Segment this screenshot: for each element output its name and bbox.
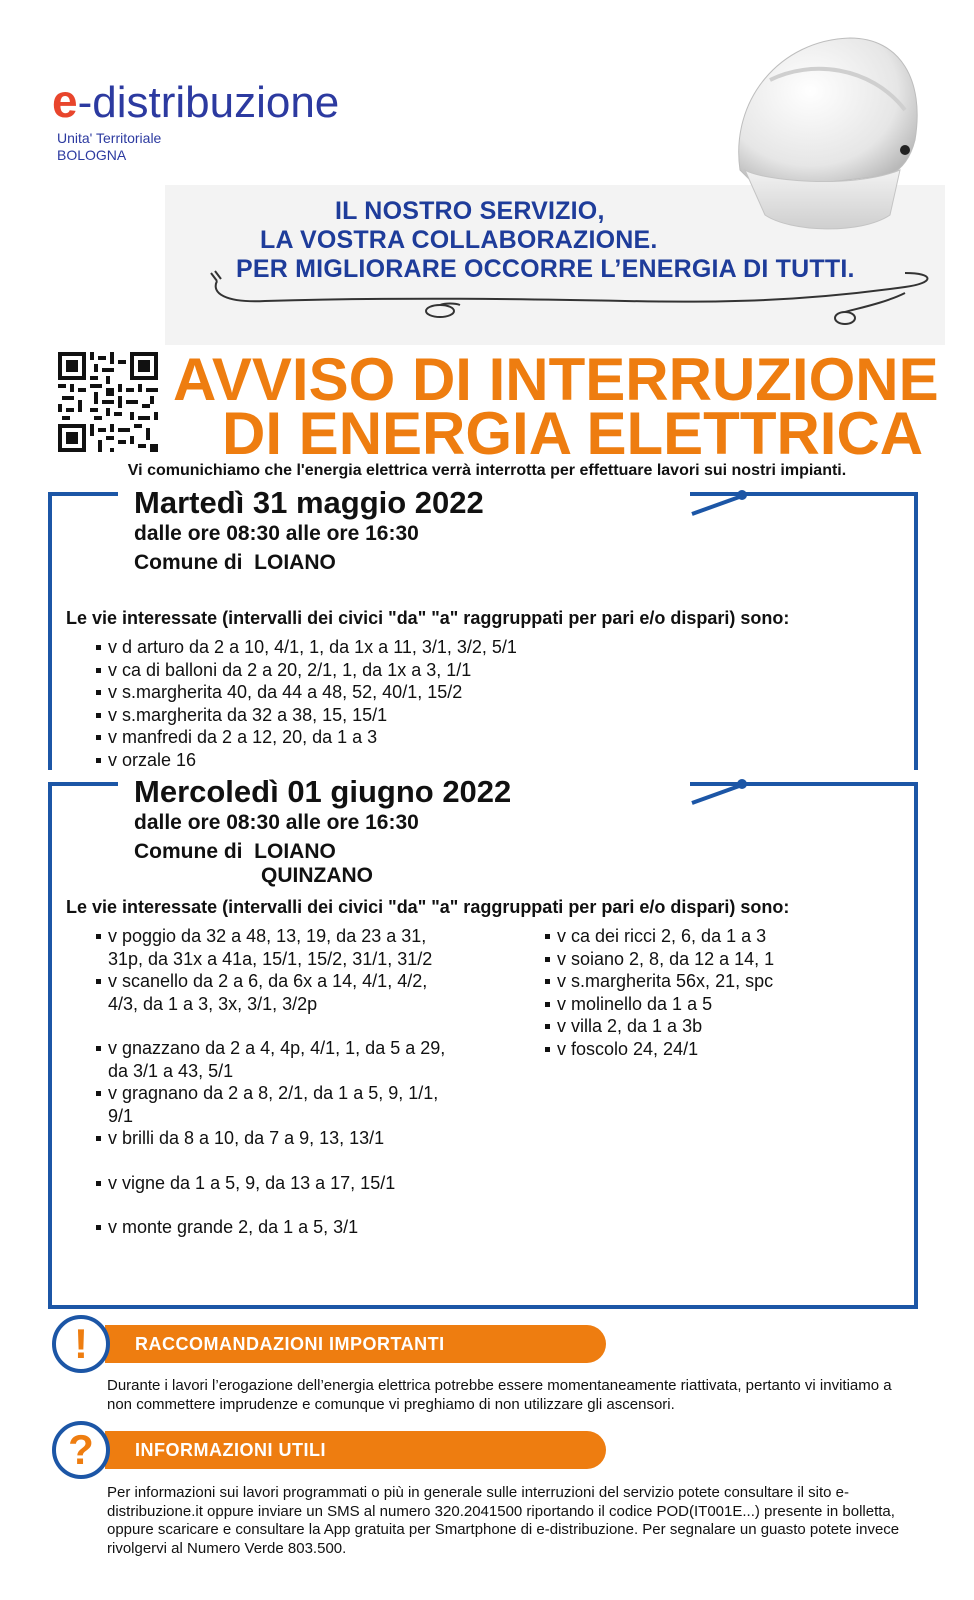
informazioni-bar: INFORMAZIONI UTILI xyxy=(105,1431,606,1469)
notice-2-comune xyxy=(134,840,336,864)
logo-e: e xyxy=(52,75,78,127)
notice-1-date: Martedì 31 maggio 2022 xyxy=(134,485,484,520)
list-item: v poggio da 32 a 48, 13, 19, da 23 a 31, 31p, da 31x a 41a, 15/1, 15/2, 31/1, 31/2 xyxy=(96,925,456,970)
comune-name: LOIANO xyxy=(254,840,336,863)
notice-2-hours: dalle ore 08:30 alle ore 16:30 xyxy=(134,811,419,834)
comune-label: Comune di xyxy=(134,551,243,574)
raccomandazioni-bar: RACCOMANDAZIONI IMPORTANTI xyxy=(105,1325,606,1363)
list-item: v s.margherita da 32 a 38, 15, 15/1 xyxy=(96,704,696,727)
notice-2-street-list-right xyxy=(545,925,885,1060)
title-line-2: DI ENERGIA ELETTRICA xyxy=(222,400,924,467)
unit-line-2: BOLOGNA xyxy=(57,147,127,163)
logo xyxy=(52,74,339,128)
unit-line-1: Unita' Territoriale xyxy=(57,130,162,146)
territorial-unit xyxy=(57,130,161,164)
frame-accent-1 xyxy=(690,488,750,518)
notice-1-street-list xyxy=(96,636,696,771)
qr-code xyxy=(58,352,158,452)
list-item: v ca di balloni da 2 a 20, 2/1, 1, da 1x a 3, 1/1 xyxy=(96,659,696,682)
notice-1-streets-heading: Le vie interessate (intervalli dei civici "da" "a" raggruppati per pari e/o dispari) sono: xyxy=(66,608,790,628)
informazioni-text: Per informazioni sui lavori programmati o più in generale sulle interruzioni del servizio potete consultare il sito e-distribuzione.it oppure inviare un SMS al numero 320.2041500 riportando il codice POD(IT001E...) presente in bolletta, oppure scaricare e consultare la App gratuita per Smartphone di e-distribuzione. Per segnalare un guasto potete invece rivolgervi al Numero Verde 803.500. xyxy=(107,1484,900,1557)
question-icon: ? xyxy=(52,1421,110,1479)
list-item: v gragnano da 2 a 8, 2/1, da 1 a 5, 9, 1/1, 9/1 xyxy=(96,1082,456,1127)
slogan-line-1: IL NOSTRO SERVIZIO, xyxy=(335,197,605,225)
title-line-1: AVVISO DI INTERRUZIONE xyxy=(173,346,939,413)
list-item: v gnazzano da 2 a 4, 4p, 4/1, 1, da 5 a 29, da 3/1 a 43, 5/1 xyxy=(96,1037,456,1082)
slogan-line-2: LA VOSTRA COLLABORAZIONE. xyxy=(260,226,658,254)
notice-1-hours: dalle ore 08:30 alle ore 16:30 xyxy=(134,522,419,545)
notice-2-comune-2: QUINZANO xyxy=(261,864,373,887)
list-item: v foscolo 24, 24/1 xyxy=(545,1038,885,1061)
notice-2-date: Mercoledì 01 giugno 2022 xyxy=(134,774,512,809)
logo-text: -distribuzione xyxy=(77,78,340,127)
intro-text: Vi comunichiamo che l'energia elettrica verrà interrotta per effettuare lavori sui nostri impianti. xyxy=(127,462,847,479)
list-item: v s.margherita 40, da 44 a 48, 52, 40/1, 15/2 xyxy=(96,681,696,704)
slogan-line-3: PER MIGLIORARE OCCORRE L’ENERGIA DI TUTTI. xyxy=(236,255,855,283)
comune-label: Comune di xyxy=(134,840,243,863)
comune-name: LOIANO xyxy=(254,551,336,574)
plug-cable-icon xyxy=(205,263,945,333)
list-item: v scanello da 2 a 6, da 6x a 14, 4/1, 4/2, 4/3, da 1 a 3, 3x, 3/1, 3/2p xyxy=(96,970,456,1015)
list-item: v s.margherita 56x, 21, spc xyxy=(545,970,885,993)
helmet-image xyxy=(700,20,940,260)
list-item: v molinello da 1 a 5 xyxy=(545,993,885,1016)
list-item: v brilli da 8 a 10, da 7 a 9, 13, 13/1 xyxy=(96,1127,456,1150)
list-item: v orzale 16 xyxy=(96,749,696,772)
frame-accent-2 xyxy=(690,777,750,807)
notice-2-streets-heading: Le vie interessate (intervalli dei civici "da" "a" raggruppati per pari e/o dispari) sono: xyxy=(66,897,790,917)
notice-2-street-list-left xyxy=(96,925,456,1239)
list-item: v ca dei ricci 2, 6, da 1 a 3 xyxy=(545,925,885,948)
list-item: v d arturo da 2 a 10, 4/1, 1, da 1x a 11, 3/1, 3/2, 5/1 xyxy=(96,636,696,659)
raccomandazioni-text: Durante i lavori l’erogazione dell’energia elettrica potrebbe essere momentaneamente riattivata, pertanto vi invitiamo a non commettere imprudenze e comunque vi preghiamo di non utilizzare gli ascensori. xyxy=(107,1377,892,1413)
list-item: v villa 2, da 1 a 3b xyxy=(545,1015,885,1038)
list-item: v manfredi da 2 a 12, 20, da 1 a 3 xyxy=(96,726,696,749)
list-item: v monte grande 2, da 1 a 5, 3/1 xyxy=(96,1216,456,1239)
exclamation-icon: ! xyxy=(52,1315,110,1373)
list-item: v soiano 2, 8, da 12 a 14, 1 xyxy=(545,948,885,971)
list-item: v vigne da 1 a 5, 9, da 13 a 17, 15/1 xyxy=(96,1172,456,1195)
notice-1-comune xyxy=(134,551,336,575)
